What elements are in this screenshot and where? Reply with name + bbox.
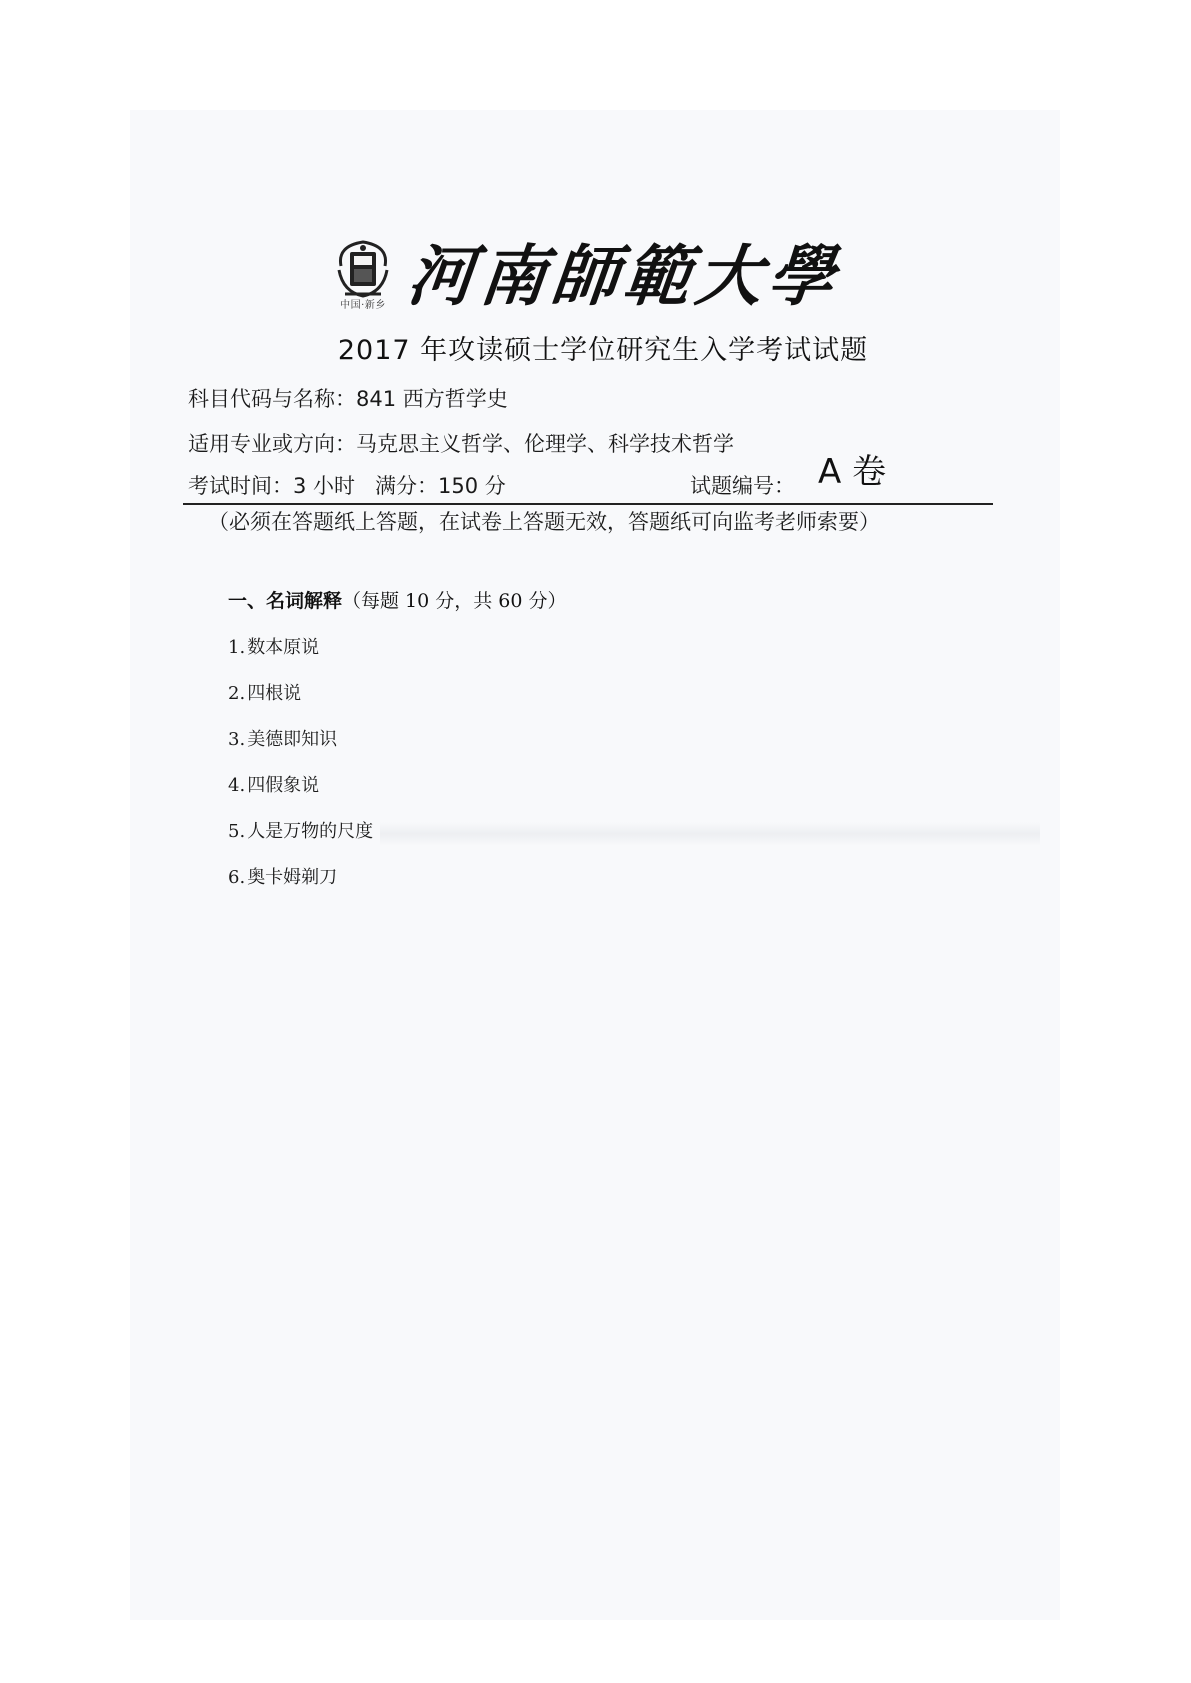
question-text: 四根说 bbox=[247, 683, 302, 704]
section-note: （每题 10 分，共 60 分） bbox=[342, 590, 567, 612]
header-divider bbox=[183, 503, 993, 505]
question-text: 四假象说 bbox=[247, 775, 320, 796]
question-item bbox=[228, 773, 319, 799]
question-number: 1. bbox=[228, 637, 246, 658]
subject-line bbox=[188, 385, 508, 413]
question-item bbox=[228, 727, 337, 753]
emblem-caption: 中国·新乡 bbox=[340, 300, 386, 311]
question-number: 3. bbox=[228, 729, 246, 750]
question-number: 6. bbox=[228, 867, 246, 888]
question-item bbox=[228, 819, 373, 845]
question-number: 2. bbox=[228, 683, 246, 704]
subject-label: 科目代码与名称： bbox=[188, 387, 356, 411]
section-heading bbox=[228, 587, 567, 615]
score-value: 150 分 bbox=[438, 474, 506, 498]
question-text: 人是万物的尺度 bbox=[247, 821, 374, 842]
subject-value: 841 西方哲学史 bbox=[356, 387, 508, 411]
major-value: 马克思主义哲学、伦理学、科学技术哲学 bbox=[356, 432, 734, 456]
major-line bbox=[188, 430, 734, 458]
exam-title: 2017 年攻读硕士学位研究生入学考试试题 bbox=[337, 335, 869, 366]
time-score-line bbox=[188, 472, 506, 500]
answer-notice: （必须在答题纸上答题，在试卷上答题无效，答题纸可向监考老师索要） bbox=[208, 510, 880, 534]
scan-artifact-stripe bbox=[380, 822, 1040, 846]
paper-code-label: 试题编号： bbox=[690, 474, 795, 498]
question-item bbox=[228, 681, 301, 707]
time-value: 3 小时 bbox=[293, 474, 356, 498]
university-name: 河南師範大學 bbox=[403, 237, 845, 315]
question-number: 4. bbox=[228, 775, 246, 796]
question-number: 5. bbox=[228, 821, 246, 842]
question-item bbox=[228, 865, 337, 891]
question-text: 数本原说 bbox=[247, 637, 320, 658]
time-label: 考试时间： bbox=[188, 474, 293, 498]
paper-version: A 卷 bbox=[818, 452, 887, 492]
section-title: 一、名词解释 bbox=[228, 590, 343, 612]
score-label: 满分： bbox=[375, 474, 439, 498]
question-text: 美德即知识 bbox=[247, 729, 338, 750]
major-label: 适用专业或方向： bbox=[188, 432, 356, 456]
question-item bbox=[228, 635, 319, 661]
question-text: 奥卡姆剃刀 bbox=[247, 867, 338, 888]
